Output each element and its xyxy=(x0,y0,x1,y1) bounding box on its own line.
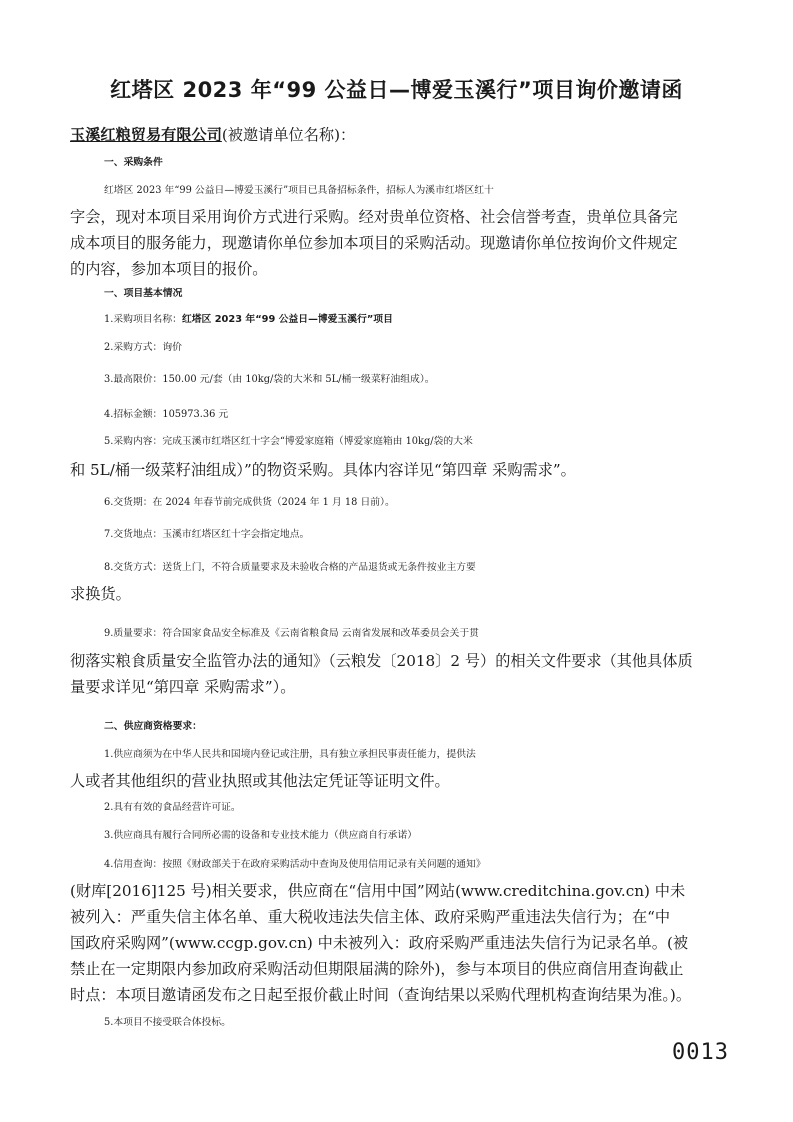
recipient-company: 玉溪红粮贸易有限公司 xyxy=(70,126,222,144)
item-amount: 4.招标金额：105973.36 元 xyxy=(104,409,229,420)
req-line: 2.具有有效的食品经营许可证。 xyxy=(104,802,241,813)
section1-heading: 一、采购条件 xyxy=(104,157,163,168)
recipient-suffix: (被邀请单位名称)： xyxy=(221,126,356,144)
req-line: 4.信用查询：按照《财政部关于在政府采购活动中查询及使用信用记录有关问题的通知》 xyxy=(104,859,486,870)
page-title: 红塔区 2023 年“99 公益日—博爱玉溪行”项目询价邀请函 xyxy=(110,78,683,102)
section3-heading: 二、供应商资格要求： xyxy=(104,721,202,732)
recipient-line xyxy=(70,124,730,146)
item-delivery-method: 8.交货方式：送货上门，不符合质量要求及未验收合格的产品退货或无条件按业主方要 xyxy=(104,562,476,573)
req-line: 时点：本项目邀请函发布之日起至报价截止时间（查询结果以采购代理机构查询结果为准。)。 xyxy=(70,986,692,1004)
item-content-cont: 和 5L/桶一级菜籽油组成）”的物资采购。具体内容详见“第四章 采购需求”。 xyxy=(70,461,576,479)
req-line: (财库[2016]125 号)相关要求，供应商在“信用中国”网站(www.creditchina.gov.cn) 中未 xyxy=(70,882,686,900)
item-project-name xyxy=(104,309,764,331)
item-delivery-place: 7.交货地点：玉溪市红塔区红十字会指定地点。 xyxy=(104,529,310,540)
item-label: 1.采购项目名称： xyxy=(104,314,182,325)
section1-line: 的内容，参加本项目的报价。 xyxy=(70,260,268,278)
item-max-price: 3.最高限价：150.00 元/套（由 10kg/袋的大米和 5L/桶一级菜籽油组成）。 xyxy=(104,374,435,385)
section1-line: 成本项目的服务能力，现邀请你单位参加本项目的采购活动。现邀请你单位按询价文件规定 xyxy=(70,234,678,252)
req-line: 1.供应商须为在中华人民共和国境内登记或注册，具有独立承担民事责任能力，提供法 xyxy=(104,749,476,760)
section1-line: 字会，现对本项目采用询价方式进行采购。经对贵单位资格、社会信誉考查，贵单位具备完 xyxy=(70,208,678,226)
item-value: 红塔区 2023 年“99 公益日—博爱玉溪行”项目 xyxy=(181,314,393,325)
item-delivery-method-cont: 求换货。 xyxy=(70,585,131,603)
req-line: 国政府采购网”(www.ccgp.gov.cn) 中未被列入：政府采购严重违法失信行为记录名单。(被 xyxy=(70,934,689,952)
item-delivery-period: 6.交货期：在 2024 年春节前完成供货（2024 年 1 月 18 日前）。 xyxy=(104,497,395,508)
section1-line: 红塔区 2023 年“99 公益日—博爱玉溪行”项目已具备招标条件，招标人为溪市红塔区红十 xyxy=(104,185,494,196)
item-content: 5.采购内容：完成玉溪市红塔区红十字会“博爱家庭箱（博爱家庭箱由 10kg/袋的大米 xyxy=(104,436,473,447)
req-line: 被列入：严重失信主体名单、重大税收违法失信主体、政府采购严重违法失信行为；在“中 xyxy=(70,908,671,926)
item-quality-cont: 量要求详见“第四章 采购需求”）。 xyxy=(70,678,296,696)
page-number: 0013 xyxy=(672,1040,729,1065)
item-quality: 9.质量要求：符合国家食品安全标准及《云南省粮食局 云南省发展和改革委员会关于贯 xyxy=(104,628,479,639)
section2-heading: 一、项目基本情况 xyxy=(104,288,183,299)
item-quality-cont: 彻落实粮食质量安全监管办法的通知》（云粮发〔2018〕2 号）的相关文件要求（其他具体质 xyxy=(70,652,693,670)
item-method: 2.采购方式：询价 xyxy=(104,342,182,353)
req-line: 人或者其他组织的营业执照或其他法定凭证等证明文件。 xyxy=(70,772,450,790)
req-line: 禁止在一定期限内参加政府采购活动但期限届满的除外)，参与本项目的供应商信用查询截止 xyxy=(70,960,684,978)
req-line: 5.本项目不接受联合体投标。 xyxy=(104,1017,231,1028)
req-line: 3.供应商具有履行合同所必需的设备和专业技术能力（供应商自行承诺） xyxy=(104,830,418,841)
